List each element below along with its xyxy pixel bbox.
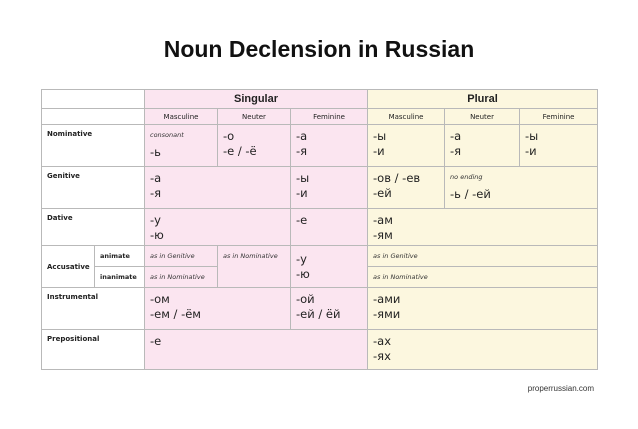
nom-pl-neut (445, 125, 520, 167)
ending: -ями (373, 307, 401, 321)
header-pl-feminine: Feminine (520, 109, 598, 125)
ending: -ах (373, 334, 392, 348)
ending: -ь / -ей (450, 187, 491, 201)
acc-pl-animate: as in Genitive (368, 246, 598, 267)
sub-label-inanimate: inanimate (95, 267, 145, 288)
gen-pl-masc (368, 167, 445, 209)
ending: -я (450, 144, 462, 158)
note: consonant (150, 131, 184, 139)
gen-sg-fem (291, 167, 368, 209)
dat-pl (368, 209, 598, 246)
ending: -у (150, 213, 161, 227)
ending: -ей (373, 186, 392, 200)
ending: -е (296, 213, 308, 227)
corner-cell-2 (42, 109, 145, 125)
case-label: Nominative (42, 125, 145, 167)
header-sg-masculine: Masculine (145, 109, 218, 125)
ending: -и (373, 144, 385, 158)
footer-site: properrussian.com (527, 384, 594, 393)
gen-sg-masc-neut (145, 167, 291, 209)
case-label: Genitive (42, 167, 145, 209)
nom-pl-masc (368, 125, 445, 167)
ending: -ам (373, 213, 393, 227)
ins-sg-fem (291, 288, 368, 330)
note: no ending (450, 173, 483, 181)
header-pl-neuter: Neuter (445, 109, 520, 125)
dat-sg-fem (291, 209, 368, 246)
sub-label-animate: animate (95, 246, 145, 267)
pre-pl (368, 330, 598, 370)
page-title: Noun Declension in Russian (163, 36, 475, 62)
pre-sg (145, 330, 368, 370)
ins-sg-masc-neut (145, 288, 291, 330)
ending: -ям (373, 228, 393, 242)
header-singular: Singular (145, 90, 368, 109)
dat-sg-masc-neut (145, 209, 291, 246)
ending: -ю (296, 266, 310, 281)
acc-sg-fem (291, 246, 368, 288)
ending: -я (296, 144, 308, 158)
case-label: Accusative (42, 246, 95, 288)
ending: -ов / -ев (373, 171, 421, 185)
row-genitive (42, 167, 598, 209)
row-prepositional (42, 330, 598, 370)
ending: -о (223, 129, 235, 143)
ending: -ы (525, 129, 539, 143)
declension-table (41, 89, 598, 370)
ending: -ей / ёй (296, 307, 341, 321)
ending: -ы (296, 171, 310, 185)
acc-sg-neut: as in Nominative (218, 246, 291, 288)
ending: -ь (150, 145, 161, 159)
header-plural: Plural (368, 90, 598, 109)
acc-pl-inanimate: as in Nominative (368, 267, 598, 288)
header-pl-masculine: Masculine (368, 109, 445, 125)
ending: -ях (373, 349, 391, 363)
corner-cell (42, 90, 145, 109)
ins-pl (368, 288, 598, 330)
ending: -и (525, 144, 537, 158)
ending: -ами (373, 292, 401, 306)
nom-pl-fem (520, 125, 598, 167)
nom-sg-fem (291, 125, 368, 167)
ending: -е / -ё (223, 144, 257, 158)
header-sg-feminine: Feminine (291, 109, 368, 125)
acc-sg-masc-animate: as in Genitive (145, 246, 218, 267)
nom-sg-neut (218, 125, 291, 167)
acc-sg-masc-inanimate: as in Nominative (145, 267, 218, 288)
ending: -ом (150, 292, 170, 306)
row-instrumental (42, 288, 598, 330)
row-nominative (42, 125, 598, 167)
ending: -а (296, 129, 308, 143)
nom-sg-masc (145, 125, 218, 167)
header-sg-neuter: Neuter (218, 109, 291, 125)
case-label: Prepositional (42, 330, 145, 370)
ending: -а (450, 129, 462, 143)
ending: -я (150, 186, 162, 200)
gen-pl-neut-fem (445, 167, 598, 209)
row-dative (42, 209, 598, 246)
ending: -у (296, 251, 307, 266)
case-label: Instrumental (42, 288, 145, 330)
ending: -а (150, 171, 162, 185)
ending: -е (150, 334, 162, 348)
ending: -ю (150, 228, 164, 242)
row-accusative-animate (42, 246, 598, 267)
ending: -ем / -ём (150, 307, 201, 321)
ending: -и (296, 186, 308, 200)
case-label: Dative (42, 209, 145, 246)
ending: -ы (373, 129, 387, 143)
ending: -ой (296, 292, 315, 306)
